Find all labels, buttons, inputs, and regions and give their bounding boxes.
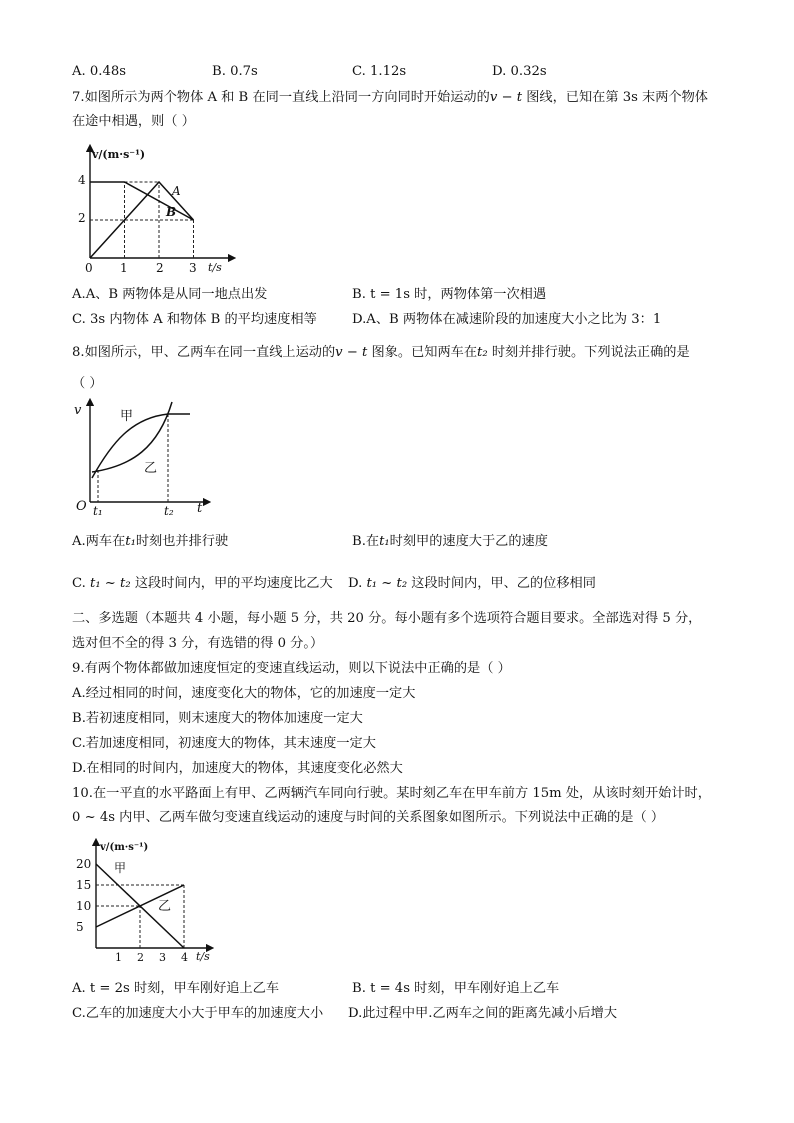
section2-header-line1: 二、多选题（本题共 4 小题，每小题 5 分，共 20 分。每小题有多个选项符合题目要求。全部选对得 5 分， [72,611,702,626]
q10-ytick-label: 5 [76,920,84,934]
q6-option-b: B. 0.7s [212,64,258,79]
q10-ytick-label: 15 [76,878,92,892]
q10-xtick-label: 2 [137,951,144,964]
q9-option-b: B.若初速度相同，则末速度大的物体加速度一定大 [72,711,363,726]
q6-option-d: D. 0.32s [492,64,547,79]
q9-stem: 9.有两个物体都做加速度恒定的变速直线运动，则以下说法中正确的是（ ） [72,661,511,676]
q7-vt-graph [72,140,242,275]
q10-stem-line1: 10.在一平直的水平路面上有甲、乙两辆汽车同向行驶。某时刻乙车在甲车前方 15m 处，从该时刻开始计时， [72,786,711,801]
q8-vt-graph [72,398,222,523]
q9-option-c: C.若加速度相同，初速度大的物体，其末速度一定大 [72,736,376,751]
q7-stem-line1: 7.如图所示为两个物体 A 和 B 在同一直线上沿同一方向同时开始运动的v − t 图线，已知在第 3s 末两个物体 [72,90,708,105]
q8-x-label: t [197,501,203,516]
q10-label-yi: 乙 [158,899,172,914]
q10-option-a: A. t = 2s 时刻，甲车刚好追上乙车 [72,981,280,996]
q10-option-b: B. t = 4s 时刻，甲车刚好追上乙车 [352,981,560,996]
q7-ytick-2: 2 [78,211,86,225]
q7-ytick-4: 4 [78,173,86,187]
q8-origin: O [76,499,87,514]
q8-option-b: B.在t₁时刻甲的速度大于乙的速度 [352,534,548,549]
q7-y-label: v/(m·s⁻¹) [92,148,146,161]
q10-xtick-label: 1 [115,951,122,964]
q8-option-c: C. t₁ ~ t₂ 这段时间内，甲的平均速度比乙大 [72,576,333,591]
q7-option-b: B. t = 1s 时，两物体第一次相遇 [352,287,547,302]
q10-label-jia: 甲 [114,861,127,875]
q10-option-c: C.乙车的加速度大小大于甲车的加速度大小 [72,1006,324,1021]
q9-option-a: A.经过相同的时间，速度变化大的物体，它的加速度一定大 [72,686,416,701]
q7-stem-line2: 在途中相遇，则（ ） [72,114,195,129]
q8-stem-line1: 8.如图所示，甲、乙两车在同一直线上运动的v − t 图象。已知两车在t₂ 时刻并排行驶。下列说法正确的是 [72,345,690,360]
q10-vt-graph [72,838,222,968]
q8-option-a: A.两车在t₁时刻也并排行驶 [72,534,229,549]
q10-option-d: D.此过程中甲.乙两车之间的距离先减小后增大 [348,1006,618,1021]
q8-option-d: D. t₁ ~ t₂ 这段时间内，甲、乙的位移相同 [348,576,596,591]
q8-label-yi: 乙 [144,461,158,476]
q10-ytick-label: 10 [76,899,92,913]
q7-label-a: A [172,184,181,198]
q7-option-d: D.A、B 两物体在减速阶段的加速度大小之比为 3：1 [352,312,662,327]
q8-t1-label: t₁ [93,504,103,518]
q9-option-d: D.在相同的时间内，加速度大的物体，其速度变化必然大 [72,761,403,776]
q7-xtick-0: 0 [85,261,93,275]
q8-y-label: v [74,403,82,418]
q6-option-a: A. 0.48s [72,64,127,79]
q7-xtick-2: 2 [156,261,164,275]
q10-xtick-label: 4 [181,951,188,964]
q7-label-b: B [166,205,177,219]
q7-x-label: t/s [208,261,222,274]
q10-ytick-label: 20 [76,857,92,871]
q10-xtick-label: 3 [159,951,166,964]
q7-xtick-3: 3 [189,261,197,275]
q7-xtick-1: 1 [120,261,128,275]
q7-option-c: C. 3s 内物体 A 和物体 B 的平均速度相等 [72,312,317,327]
q8-label-jia: 甲 [120,409,134,424]
q10-stem-line2: 0 ~ 4s 内甲、乙两车做匀变速直线运动的速度与时间的关系图象如图所示。下列说法中正确的是（ ） [72,810,665,825]
q6-option-c: C. 1.12s [352,64,407,79]
q8-stem-line2: （ ） [72,376,103,391]
section2-header-line2: 选对但不全的得 3 分，有选错的得 0 分。） [72,636,324,651]
q10-x-label: t/s [196,950,210,963]
q7-option-a: A.A、B 两物体是从同一地点出发 [72,287,268,302]
q10-y-label: v/(m·s⁻¹) [100,842,149,853]
q8-t2-label: t₂ [164,504,174,518]
